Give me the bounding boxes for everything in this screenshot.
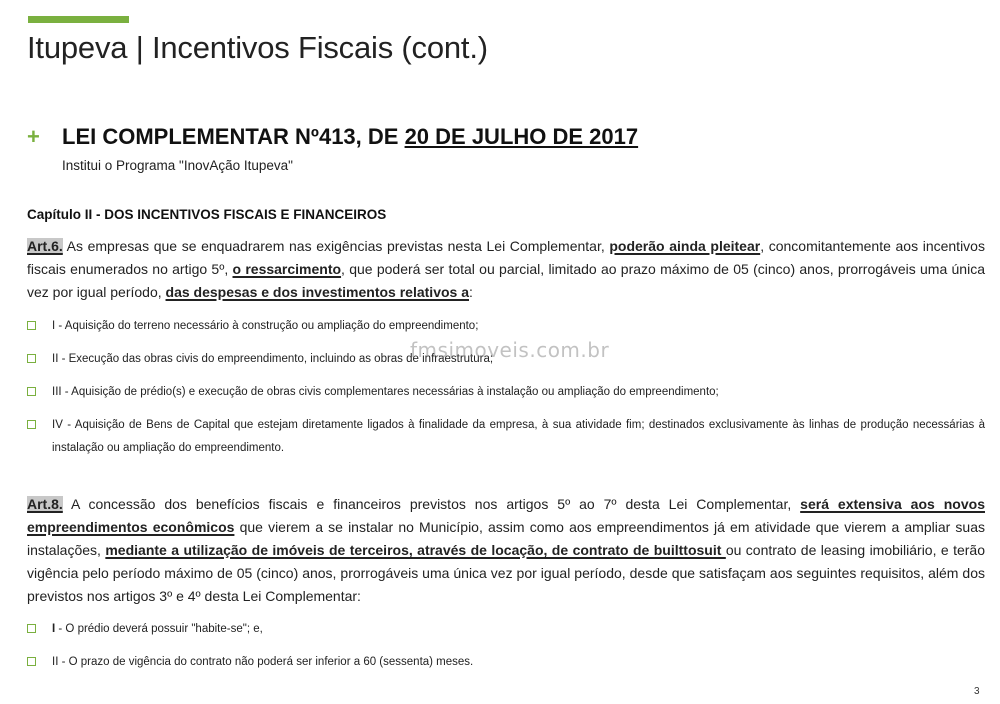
item-number: II bbox=[52, 656, 59, 668]
item-text: - Aquisição de prédio(s) e execução de obras civis complementares necessárias à instalação ou ampliação do empreendimento; bbox=[61, 386, 719, 398]
item-number: III bbox=[52, 386, 62, 398]
accent-bar bbox=[28, 16, 129, 23]
watermark: fmsimoveis.com.br bbox=[410, 338, 610, 362]
article-text: : bbox=[469, 284, 473, 300]
item-text: - Aquisição de Bens de Capital que estejam diretamente ligados à finalidade da empresa, à sua atividade fim; destinados exclusivamente às linhas de produção necessárias à instalação ou ampliação do empreendimento. bbox=[52, 419, 985, 454]
article-text: que vierem a se instalar no Município, assim como aos empreendimentos já em atividade que vierem a ampliar suas instalações, bbox=[27, 519, 985, 558]
list-item bbox=[27, 618, 985, 641]
article-text: ou contrato de leasing imobiliário, e terão vigência pelo período máximo de 05 (cinco) anos, prorrogáveis uma única vez por igual período, desde que satisfaçam aos seguintes requisitos, além dos previstos nos artigos 3º e 4º desta Lei Complementar: bbox=[27, 542, 986, 604]
article-emphasis: das despesas e dos investimentos relativos a bbox=[165, 284, 469, 300]
item-text: - O prazo de vigência do contrato não poderá ser inferior a 60 (sessenta) meses. bbox=[58, 656, 474, 668]
checkbox-bullet-icon bbox=[27, 420, 36, 429]
checkbox-bullet-icon bbox=[27, 354, 36, 363]
item-number: I bbox=[52, 623, 56, 635]
article-emphasis: poderão ainda pleitear bbox=[609, 238, 761, 254]
checkbox-bullet-icon bbox=[27, 387, 36, 396]
article-emphasis: será extensiva aos novos empreendimentos econômicos bbox=[27, 496, 985, 535]
item-number: I bbox=[52, 320, 56, 332]
item-text: - Aquisição do terreno necessário à construção ou ampliação do empreendimento; bbox=[55, 320, 479, 332]
article-8-label: Art.8. bbox=[27, 496, 63, 512]
article-emphasis: mediante a utilização de imóveis de terceiros, através de locação, de contrato de builttosuit bbox=[105, 542, 726, 558]
law-title bbox=[62, 124, 638, 150]
law-title-prefix: LEI COMPLEMENTAR Nº413, DE bbox=[62, 124, 405, 149]
checkbox-bullet-icon bbox=[27, 657, 36, 666]
article-text: As empresas que se enquadrarem nas exigências previstas nesta Lei Complementar, bbox=[62, 238, 610, 254]
chapter-heading: Capítulo II - DOS INCENTIVOS FISCAIS E FINANCEIROS bbox=[27, 207, 387, 222]
item-number: II bbox=[52, 353, 59, 365]
article-6-label: Art.6. bbox=[27, 238, 63, 254]
item-text: - O prédio deverá possuir "habite-se"; e, bbox=[55, 623, 263, 635]
list-item bbox=[27, 381, 985, 404]
list-item bbox=[27, 315, 985, 338]
item-text: - Execução das obras civis do empreendimento, incluindo as obras de infraestrutura; bbox=[58, 353, 494, 365]
article-6-paragraph bbox=[27, 235, 985, 304]
page-number: 3 bbox=[974, 686, 980, 697]
checkbox-bullet-icon bbox=[27, 321, 36, 330]
law-title-date: 20 DE JULHO DE 2017 bbox=[404, 124, 639, 149]
article-8-paragraph bbox=[27, 493, 985, 608]
article-text: , que poderá ser total ou parcial, limitado ao prazo máximo de 05 (cinco) anos, prorrogáveis uma única vez por igual período, bbox=[27, 261, 985, 300]
article-text: , concomitantemente aos incentivos fiscais enumerados no artigo 5º, bbox=[27, 238, 985, 277]
law-subtitle: Institui o Programa "InovAção Itupeva" bbox=[62, 158, 293, 173]
plus-icon: + bbox=[27, 124, 40, 149]
article-emphasis: o ressarcimento bbox=[232, 261, 342, 277]
article-text: A concessão dos benefícios fiscais e financeiros previstos nos artigos 5º ao 7º desta Lei Complementar, bbox=[62, 496, 801, 512]
list-item bbox=[27, 414, 985, 460]
page-title: Itupeva | Incentivos Fiscais (cont.) bbox=[27, 30, 488, 65]
list-item bbox=[27, 651, 985, 674]
checkbox-bullet-icon bbox=[27, 624, 36, 633]
item-number: IV bbox=[52, 419, 63, 431]
